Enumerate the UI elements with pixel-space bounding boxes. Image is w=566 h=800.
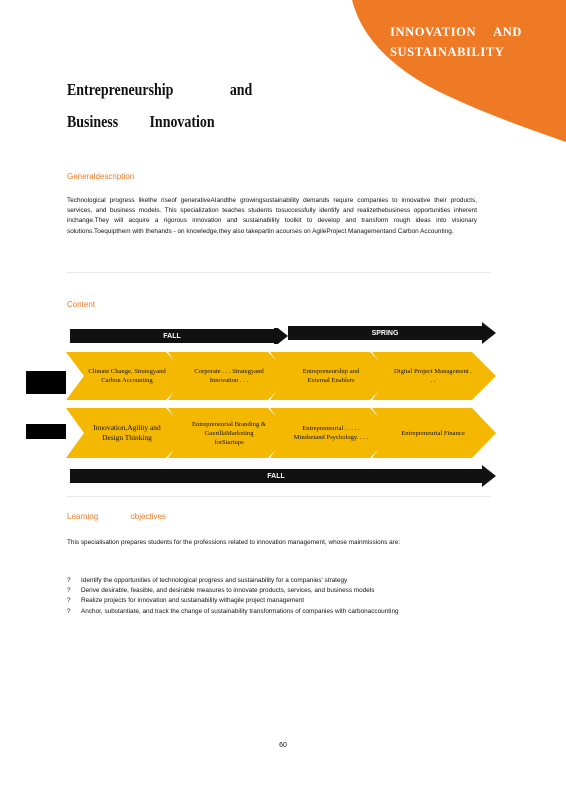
learning-objectives-heading: Learning objectives	[67, 512, 166, 521]
side-block-1	[26, 371, 66, 394]
bullet-glyph: ?	[67, 587, 71, 595]
course-label: Entrepreneurial . . . . . Mindsetand Psychology. . . .	[293, 425, 369, 441]
divider	[67, 496, 491, 497]
header-word-3: SUSTAINABILITY	[390, 45, 505, 59]
list-item-text: Realize projects for innovation and sustainability withagile project management	[81, 597, 305, 605]
list-item-text: Anchor, substantiate, and track the change of sustainability transformations of companies with carbonaccounting	[81, 607, 399, 615]
bullet-glyph: ?	[67, 607, 71, 615]
general-description-heading: Generaldescription	[67, 172, 135, 181]
spring-bar	[288, 322, 496, 344]
course-chevron	[372, 408, 496, 458]
title-word-4: Innovation	[149, 112, 215, 131]
list-item	[67, 596, 477, 606]
course-label: Digital Project Management . . .	[394, 368, 473, 384]
course-label: Entrepreneurial Finance	[401, 429, 465, 437]
content-heading: Content	[67, 300, 96, 309]
list-item	[67, 576, 477, 586]
list-item	[67, 607, 477, 617]
page-number: 60	[279, 742, 287, 749]
general-description-text: Technological progress likethe riseof generativeAIandthe growingsustainability demands require companies to innovative their products, services, and business models. This specialization teaches students tosuccessfully identify and realizethebusiness opportunities inherent inchange.They will acquire a rigorous innovation and sustainability toolkit to develop and transform rough ideas into visionary solutions.Toequipthem with thehands - on knowledge,they also takepartin acourses on AgileProject Managementand Carbon Accounting.	[67, 197, 477, 235]
page-title	[67, 74, 252, 138]
title-word-3: Business	[67, 112, 119, 131]
course-label: Innovation,Agility and Design Thinking	[93, 423, 161, 442]
objectives-intro: This specialisation prepares students for the professions related to innovation management, whose mainmissions are:	[67, 539, 401, 546]
fall-bar-top	[70, 328, 288, 344]
fall-bar-top-label: FALL	[163, 332, 181, 340]
title-word-2: and	[229, 80, 253, 99]
divider	[67, 272, 491, 273]
list-item-text: Derive desirable, feasible, and desirable measures to innovate products, services, and business models	[81, 587, 375, 595]
fall-bar-bottom	[70, 465, 496, 487]
header-word-1: INNOVATION	[390, 25, 477, 39]
course-label: Corporate . . . Strategyand Innovation . . .	[194, 368, 264, 384]
course-chevron	[372, 352, 496, 400]
objectives-list	[67, 576, 477, 617]
spring-bar-label: SPRING	[371, 329, 399, 337]
fall-bar-bottom-label: FALL	[267, 472, 285, 480]
side-block-2	[26, 424, 66, 439]
course-label: Entrepreneurship and External Enablers	[302, 368, 360, 384]
list-item	[67, 586, 477, 596]
section-header	[390, 22, 522, 62]
course-label: Climate Change, Strategyand Carbon Accounting	[88, 368, 166, 384]
title-word-1: Entrepreneurship	[67, 80, 174, 99]
bullet-glyph: ?	[67, 577, 71, 584]
bullet-glyph: ?	[67, 597, 71, 605]
course-label: Entrepreneurial Branding & GuerillaMarketing forStartups	[192, 420, 266, 446]
header-word-2: AND	[493, 25, 522, 39]
list-item-text: Identify the opportunities of technological progress and sustainability for a companies' strategy	[81, 577, 348, 584]
